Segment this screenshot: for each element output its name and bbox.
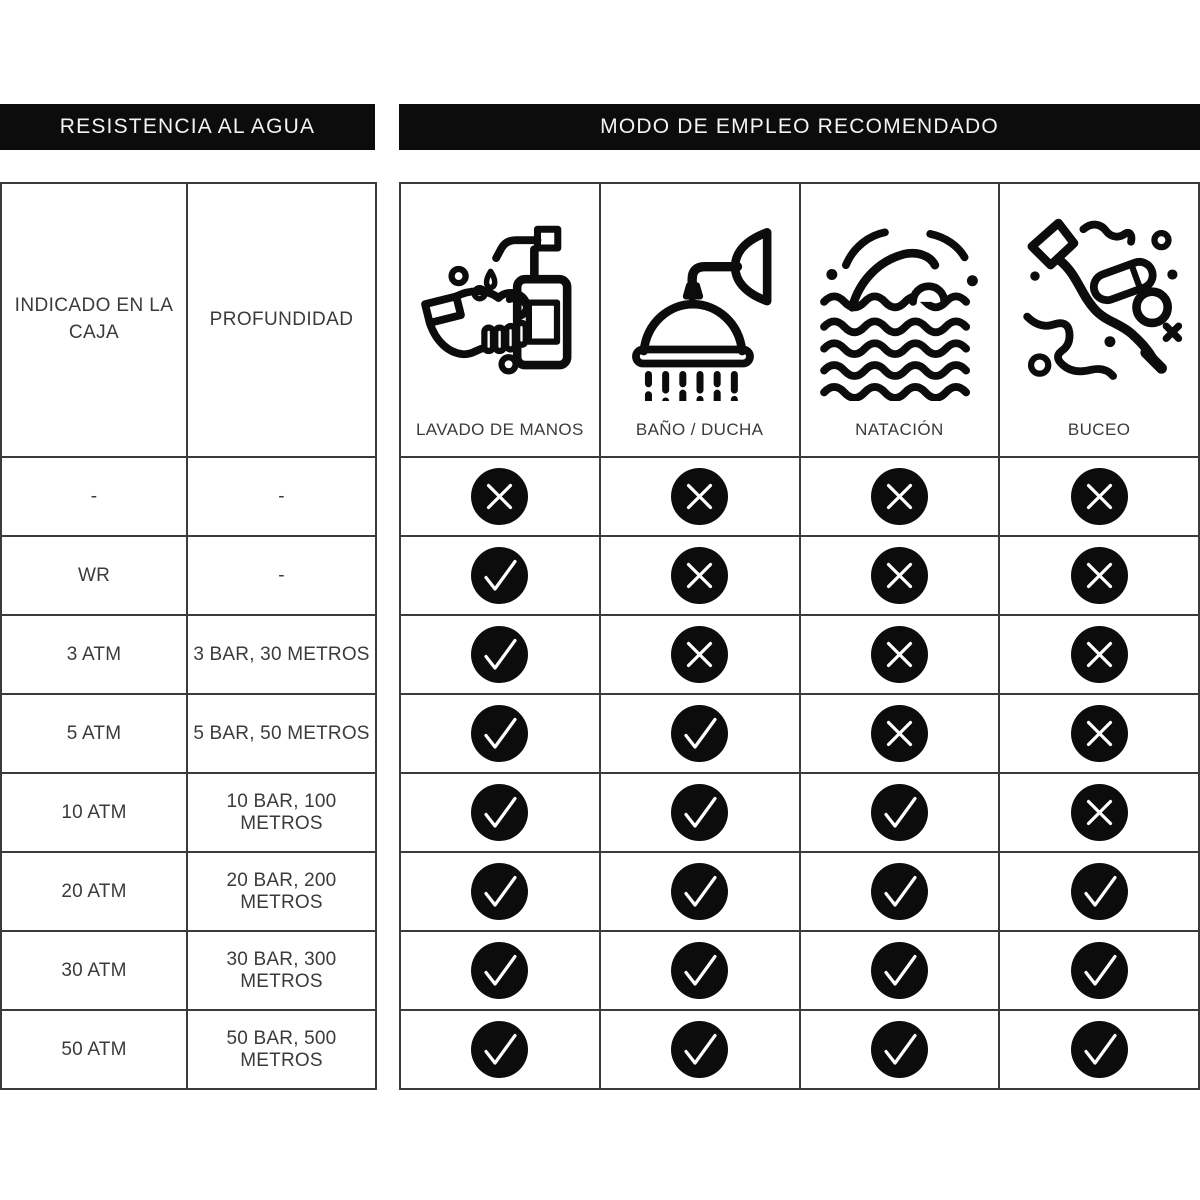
check-circle-icon [801, 932, 999, 1009]
depth-cell: 20 BAR, 200 METROS [188, 853, 375, 930]
activity-header-cell [401, 184, 599, 456]
x-circle-icon [601, 458, 799, 535]
box-marking-cell: 30 ATM [2, 932, 186, 1009]
x-circle-icon [1000, 458, 1198, 535]
depth-cell: 30 BAR, 300 METROS [188, 932, 375, 1009]
check-circle-icon [401, 695, 599, 772]
check-circle-icon [601, 695, 799, 772]
check-circle-icon [401, 932, 599, 1009]
check-circle-icon [401, 774, 599, 851]
check-circle-icon [801, 1011, 999, 1088]
activity-label: BAÑO / DUCHA [635, 420, 764, 439]
box-marking-cell: 5 ATM [2, 695, 186, 772]
depth-cell: 10 BAR, 100 METROS [188, 774, 375, 851]
x-circle-icon [1000, 616, 1198, 693]
activity-header-cell [1000, 184, 1198, 456]
check-circle-icon [601, 932, 799, 1009]
column-header-profundidad: PROFUNDIDAD [188, 184, 375, 456]
box-marking-cell: 3 ATM [2, 616, 186, 693]
activity-header-cell [601, 184, 799, 456]
depth-cell: 50 BAR, 500 METROS [188, 1011, 375, 1088]
left-section-header: RESISTENCIA AL AGUA [0, 104, 375, 150]
box-marking-cell: 50 ATM [2, 1011, 186, 1088]
check-circle-icon [601, 774, 799, 851]
depth-cell: - [188, 458, 375, 535]
check-circle-icon [1000, 1011, 1198, 1088]
check-circle-icon [1000, 853, 1198, 930]
diving-icon [1013, 198, 1185, 401]
check-circle-icon [401, 853, 599, 930]
x-circle-icon [801, 616, 999, 693]
right-section-header: MODO DE EMPLEO RECOMENDADO [399, 104, 1200, 150]
check-circle-icon [601, 853, 799, 930]
check-circle-icon [801, 853, 999, 930]
check-circle-icon [401, 1011, 599, 1088]
activity-label: NATACIÓN [855, 420, 944, 439]
box-marking-cell: 20 ATM [2, 853, 186, 930]
check-circle-icon [401, 537, 599, 614]
box-marking-cell: - [2, 458, 186, 535]
shower-icon [614, 198, 786, 401]
x-circle-icon [801, 537, 999, 614]
water-resistance-table [0, 182, 377, 1090]
x-circle-icon [401, 458, 599, 535]
check-circle-icon [401, 616, 599, 693]
x-circle-icon [801, 695, 999, 772]
check-circle-icon [1000, 932, 1198, 1009]
x-circle-icon [601, 537, 799, 614]
box-marking-cell: WR [2, 537, 186, 614]
activity-label: BUCEO [1067, 420, 1131, 439]
x-circle-icon [1000, 537, 1198, 614]
depth-cell: 3 BAR, 30 METROS [188, 616, 375, 693]
hand-washing-icon [414, 198, 586, 401]
x-circle-icon [601, 616, 799, 693]
box-marking-cell: 10 ATM [2, 774, 186, 851]
activity-label: LAVADO DE MANOS [415, 420, 584, 439]
x-circle-icon [1000, 774, 1198, 851]
activity-header-cell [801, 184, 999, 456]
swimming-icon [813, 198, 985, 401]
x-circle-icon [1000, 695, 1198, 772]
check-circle-icon [801, 774, 999, 851]
usage-matrix-table [399, 182, 1200, 1090]
depth-cell: 5 BAR, 50 METROS [188, 695, 375, 772]
check-circle-icon [601, 1011, 799, 1088]
column-header-indicado: INDICADO EN LA CAJA [2, 184, 186, 456]
depth-cell: - [188, 537, 375, 614]
x-circle-icon [801, 458, 999, 535]
